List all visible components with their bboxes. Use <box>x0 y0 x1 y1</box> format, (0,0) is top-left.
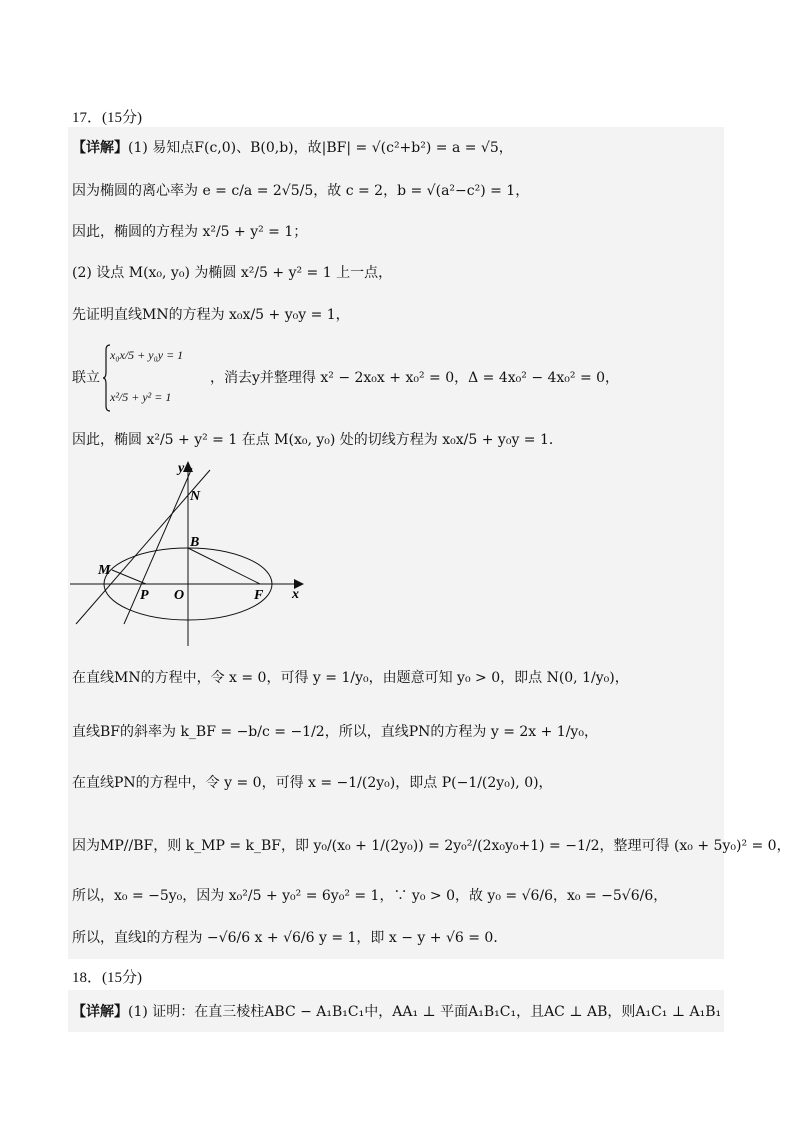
solution-line-12: 所以，x₀ = −5y₀，因为 x₀²/5 + y₀² = 6y₀² = 1，∵ y₀ > 0，故 y₀ = √6/6，x₀ = −5√6/6， <box>72 888 668 904</box>
solution-line-14 <box>72 1002 721 1022</box>
solution-line-10: 在直线PN的方程中，令 y = 0，可得 x = −1/(2y₀)，即点 P(−1/(2y₀), 0)， <box>72 775 553 791</box>
solution-line-6 <box>72 368 619 388</box>
line-1-text: (1) 易知点F(c,0)、B(0,b)，故|BF| = √(c²+b²) = a = √5， <box>128 140 513 156</box>
system-equation-1: x₀x/5 + y₀y = 1 <box>110 348 184 362</box>
solution-line-9: 直线BF的斜率为 k_BF = −b/c = −1/2，所以，直线PN的方程为 y = 2x + 1/y₀， <box>72 724 598 740</box>
solution-line-11: 因为MP//BF，则 k_MP = k_BF，即 y₀/(x₀ + 1/(2y₀)) = 2y₀²/(2x₀y₀+1) = −1/2，整理可得 (x₀ + 5y₀)² = 0， <box>72 838 791 854</box>
solution-line-5: 先证明直线MN的方程为 x₀x/5 + y₀y = 1， <box>72 307 350 323</box>
detail-tag: 【详解】 <box>72 140 128 156</box>
detail-tag-18: 【详解】 <box>72 1004 128 1020</box>
solution-line-3: 因此，椭圆的方程为 x²/5 + y² = 1； <box>72 224 308 240</box>
system-equation-2: x²/5 + y² = 1 <box>110 390 172 404</box>
label-p: P <box>140 588 149 603</box>
line-6-suffix: ，消去y并整理得 x² − 2x₀x + x₀² = 0，Δ = 4x₀² − 4x₀² = 0， <box>210 370 620 386</box>
line-6-prefix: 联立 <box>72 370 100 386</box>
label-x: x <box>292 587 299 602</box>
solution-line-1 <box>72 138 513 158</box>
label-y: y <box>178 461 185 476</box>
ellipse-figure <box>68 458 308 648</box>
label-m: M <box>98 563 111 578</box>
question-17-heading: 17．(15分) <box>72 110 142 126</box>
solution-line-7: 因此，椭圆 x²/5 + y² = 1 在点 M(x₀, y₀) 处的切线方程为 x₀x/5 + y₀y = 1． <box>72 432 563 448</box>
question-18-heading: 18．(15分) <box>72 970 142 986</box>
solution-line-13: 所以，直线l的方程为 −√6/6 x + √6/6 y = 1，即 x − y + √6 = 0． <box>72 930 508 946</box>
solution-line-8: 在直线MN的方程中，令 x = 0，可得 y = 1/y₀，由题意可知 y₀ > 0，即点 N(0, 1/y₀)， <box>72 670 629 686</box>
label-o: O <box>174 588 185 603</box>
label-f: F <box>254 588 264 603</box>
solution-line-4: (2) 设点 M(x₀, y₀) 为椭圆 x²/5 + y² = 1 上一点， <box>72 265 393 281</box>
solution-line-2: 因为椭圆的离心率为 e = c/a = 2√5/5，故 c = 2，b = √(a²−c²) = 1， <box>72 183 530 199</box>
line-14-text: (1) 证明：在直三棱柱ABC − A₁B₁C₁中，AA₁ ⊥ 平面A₁B₁C₁，且AC ⊥ AB，则A₁C₁ ⊥ A₁B₁ <box>128 1004 722 1020</box>
label-n: N <box>190 489 201 504</box>
segment-bf <box>188 548 260 584</box>
label-b: B <box>190 535 200 550</box>
